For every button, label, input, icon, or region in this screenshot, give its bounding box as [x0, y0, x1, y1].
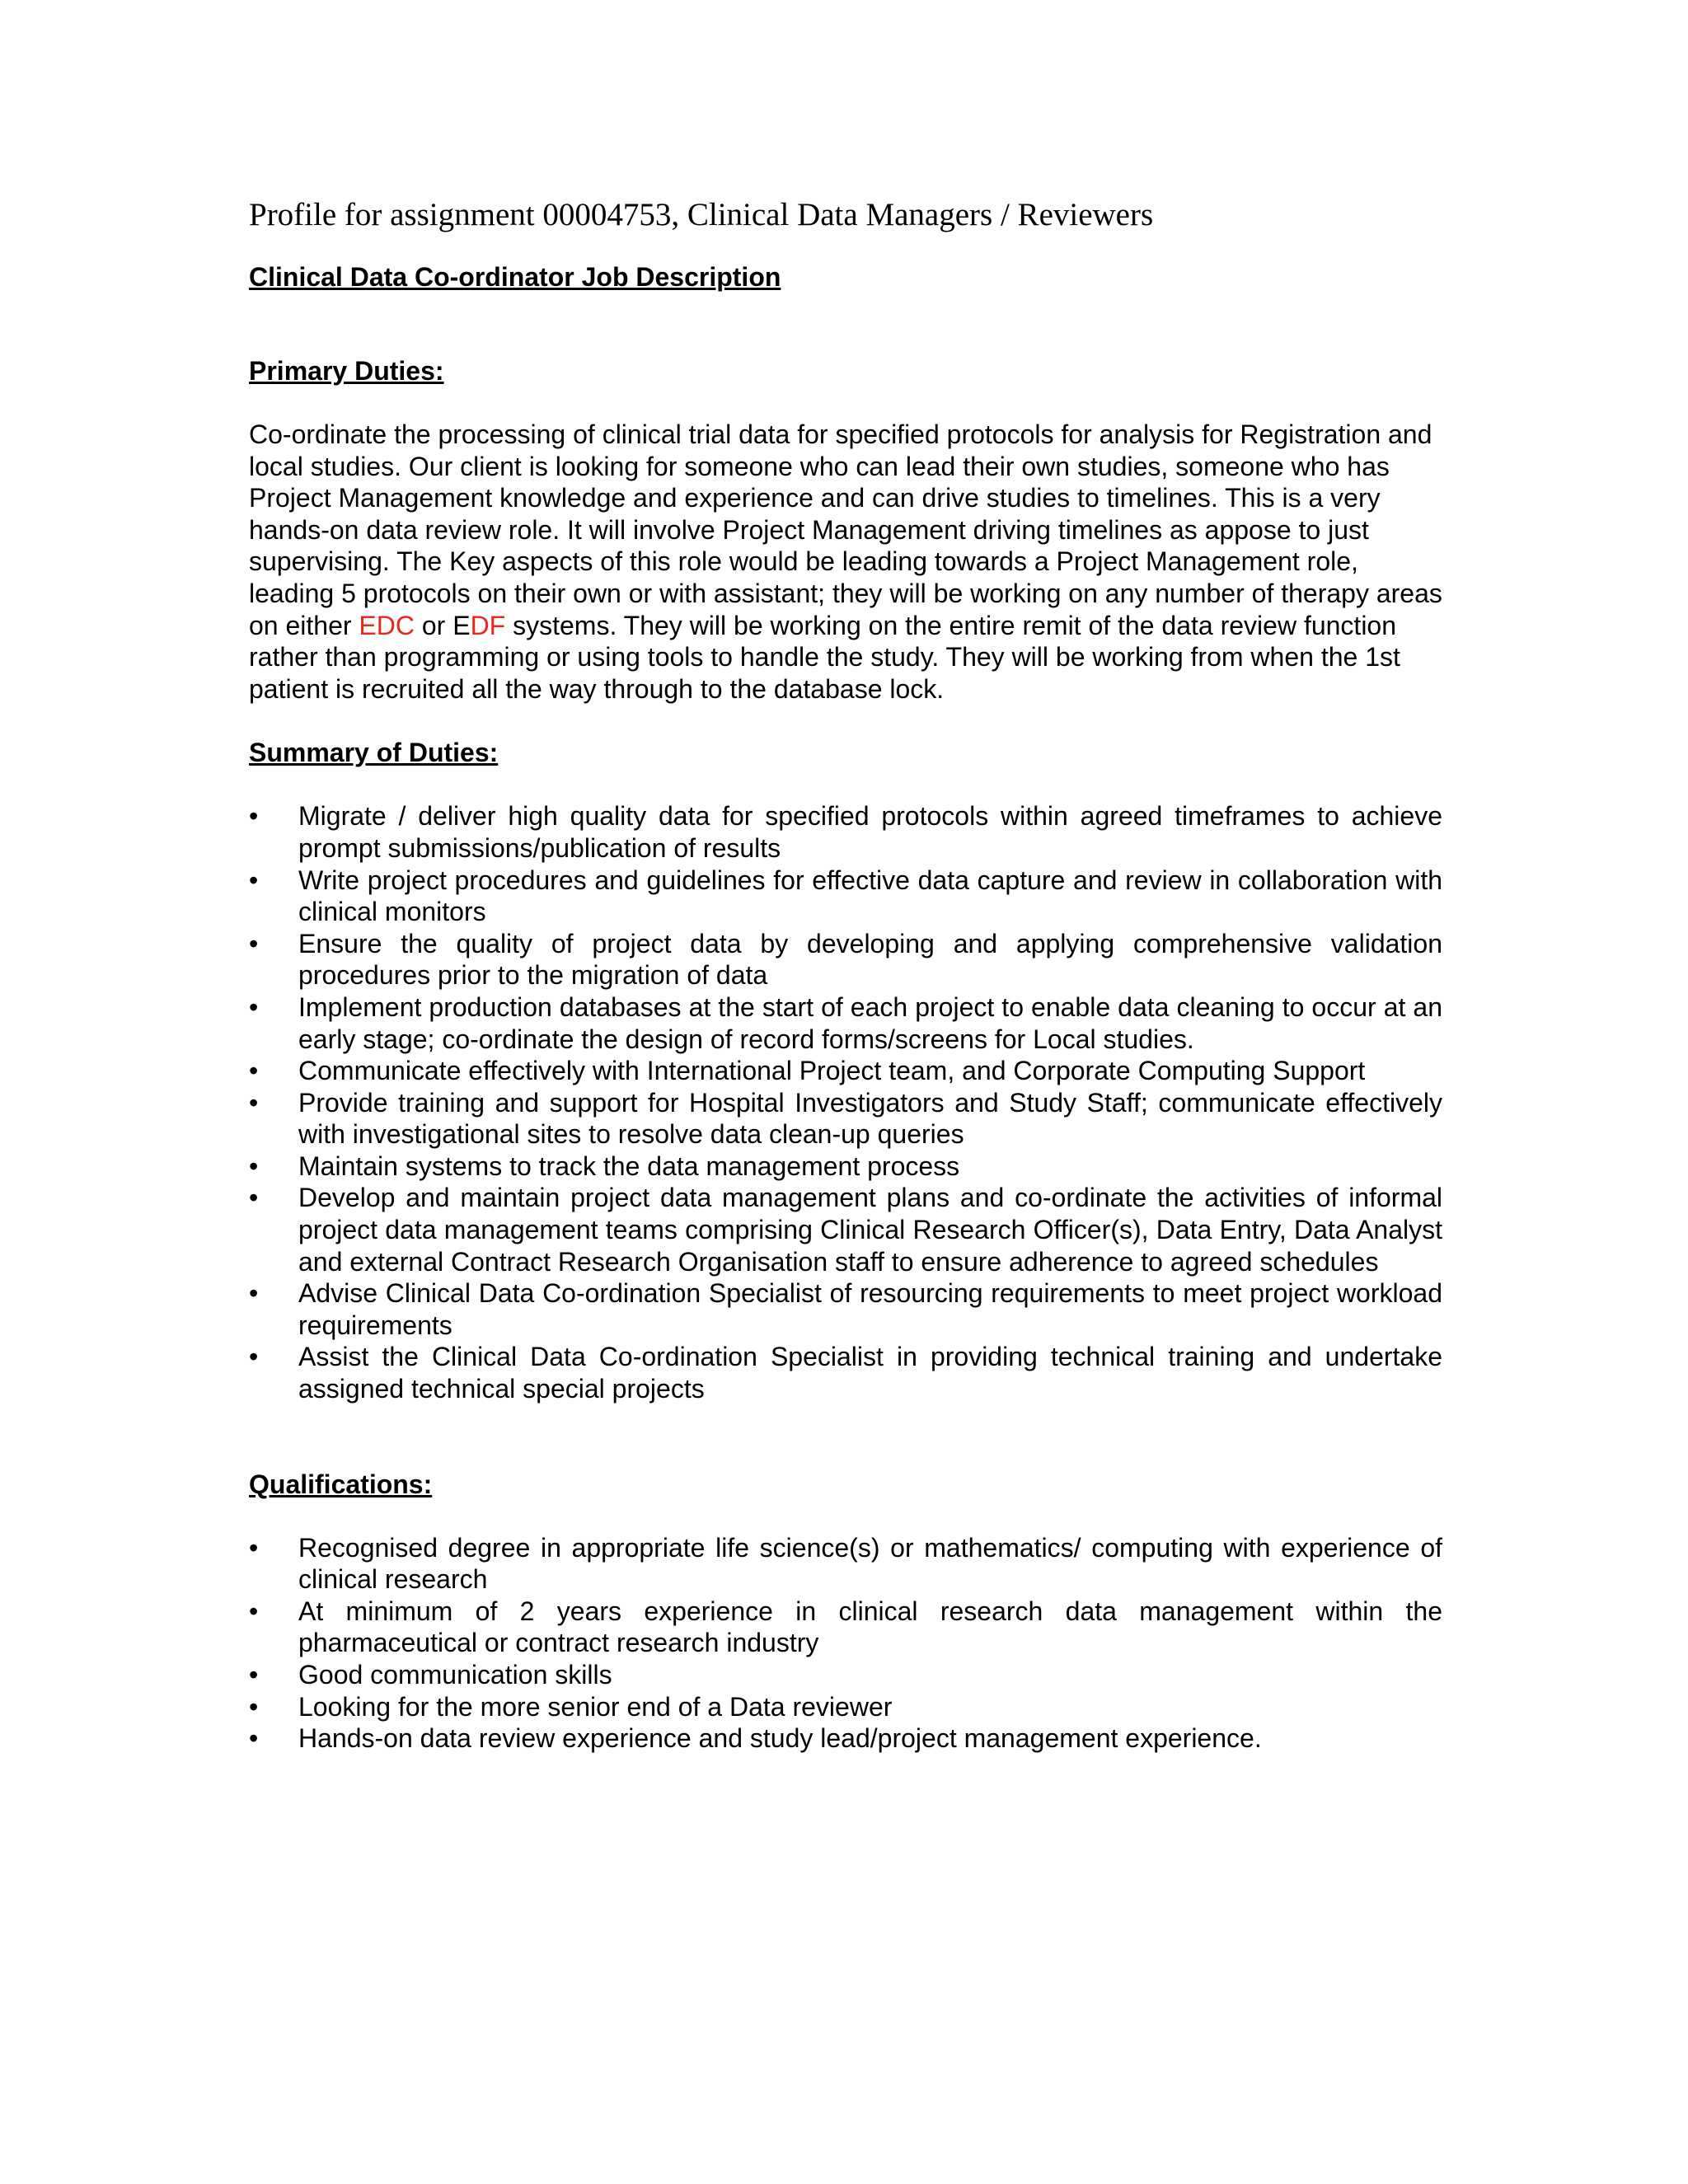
- list-item: [249, 1182, 1442, 1277]
- list-item-text: Provide training and support for Hospital Investigators and Study Staff; communicate effectively with investigational sites to resolve data clean-up queries: [298, 1087, 1442, 1150]
- bullet-icon: •: [249, 928, 259, 958]
- list-item: [249, 1277, 1442, 1341]
- list-item: [249, 1596, 1442, 1659]
- edc-term: EDC: [359, 610, 415, 640]
- list-item: [249, 991, 1442, 1055]
- summary-of-duties-heading: Summary of Duties:: [249, 738, 499, 768]
- list-item-text: Implement production databases at the start of each project to enable data cleaning to occur at an early stage; co-ordinate the design of record forms/screens for Local studies.: [298, 991, 1442, 1054]
- list-item-text: Good communication skills: [298, 1660, 612, 1690]
- summary-of-duties-list: [249, 800, 1442, 1404]
- list-item-text: Communicate effectively with International Project team, and Corporate Computing Support: [298, 1056, 1366, 1086]
- list-item-text: Hands-on data review experience and study lead/project management experience.: [298, 1723, 1262, 1754]
- list-item: [249, 928, 1442, 991]
- document-title: Profile for assignment 00004753, Clinical Data Managers / Reviewers: [249, 197, 1154, 232]
- primary-duties-text-1: Co-ordinate the processing of clinical trial data for specified protocols for analysis for Registration and local studies. Our client is looking for someone who can lead their own studies, someone who has Project Management knowledge and experience and can drive studies to timelines. This is a very hands-on data review role. It will involve Project Management driving timelines as appose to just supervising. The Key aspects of this role would be leading towards a Project Management role, leading 5 protocols on their own or with assistant; they will be working on any number of therapy areas on either: [249, 419, 1442, 640]
- list-item: [249, 1659, 1442, 1691]
- bullet-icon: •: [249, 1278, 259, 1309]
- bullet-icon: •: [249, 865, 259, 895]
- bullet-icon: •: [249, 1723, 259, 1754]
- bullet-icon: •: [249, 1691, 259, 1722]
- list-item-text: Assist the Clinical Data Co-ordination Specialist in providing technical training and undertake assigned technical special projects: [298, 1342, 1442, 1404]
- bullet-icon: •: [249, 991, 259, 1022]
- list-item-text: Develop and maintain project data management plans and co-ordinate the activities of informal project data management teams comprising Clinical Research Officer(s), Data Entry, Data Analyst and external Contract Research Organisation staff to ensure adherence to agreed schedules: [298, 1183, 1442, 1277]
- bullet-icon: •: [249, 1087, 259, 1118]
- list-item: [249, 1055, 1442, 1087]
- list-item-text: At minimum of 2 years experience in clinical research data management within the pharmaceutical or contract research industry: [298, 1596, 1442, 1658]
- bullet-icon: •: [249, 1342, 259, 1372]
- bullet-icon: •: [249, 1596, 259, 1626]
- list-item-text: Maintain systems to track the data management process: [298, 1151, 960, 1181]
- or-text: or: [414, 610, 453, 640]
- list-item-text: Looking for the more senior end of a Data reviewer: [298, 1691, 893, 1722]
- qualifications-list: [249, 1532, 1442, 1755]
- edf-first-letter: E: [452, 610, 471, 640]
- bullet-icon: •: [249, 801, 259, 832]
- bullet-icon: •: [249, 1183, 259, 1213]
- primary-duties-text-2: systems. They will be working on the entire remit of the data review function rather than programming or using tools to handle the study. They will be working from when the 1st patient is recruited all the way through to the database lock.: [249, 610, 1400, 704]
- list-item-text: Migrate / deliver high quality data for specified protocols within agreed timeframes to achieve prompt submissions/publication of results: [298, 801, 1442, 863]
- bullet-icon: •: [249, 1660, 259, 1690]
- bullet-icon: •: [249, 1056, 259, 1086]
- document-page: [249, 196, 1442, 1755]
- list-item-text: Recognised degree in appropriate life science(s) or mathematics/ computing with experience of clinical research: [298, 1532, 1442, 1595]
- list-item: [249, 1341, 1442, 1404]
- list-item: [249, 800, 1442, 864]
- bullet-icon: •: [249, 1532, 259, 1563]
- list-item: [249, 1722, 1442, 1755]
- job-description-heading: Clinical Data Co-ordinator Job Description: [249, 262, 781, 292]
- list-item-text: Advise Clinical Data Co-ordination Specialist of resourcing requirements to meet project workload requirements: [298, 1278, 1442, 1340]
- list-item-text: Ensure the quality of project data by developing and applying comprehensive validation procedures prior to the migration of data: [298, 928, 1442, 991]
- list-item: [249, 865, 1442, 928]
- bullet-icon: •: [249, 1151, 259, 1181]
- primary-duties-heading: Primary Duties:: [249, 356, 444, 386]
- qualifications-heading: Qualifications:: [249, 1469, 433, 1499]
- list-item: [249, 1532, 1442, 1596]
- list-item: [249, 1691, 1442, 1723]
- primary-duties-paragraph: [249, 419, 1442, 705]
- list-item: [249, 1087, 1442, 1151]
- edf-term-rest: DF: [470, 610, 506, 640]
- list-item-text: Write project procedures and guidelines for effective data capture and review in collaboration with clinical monitors: [298, 865, 1442, 927]
- list-item: [249, 1151, 1442, 1183]
